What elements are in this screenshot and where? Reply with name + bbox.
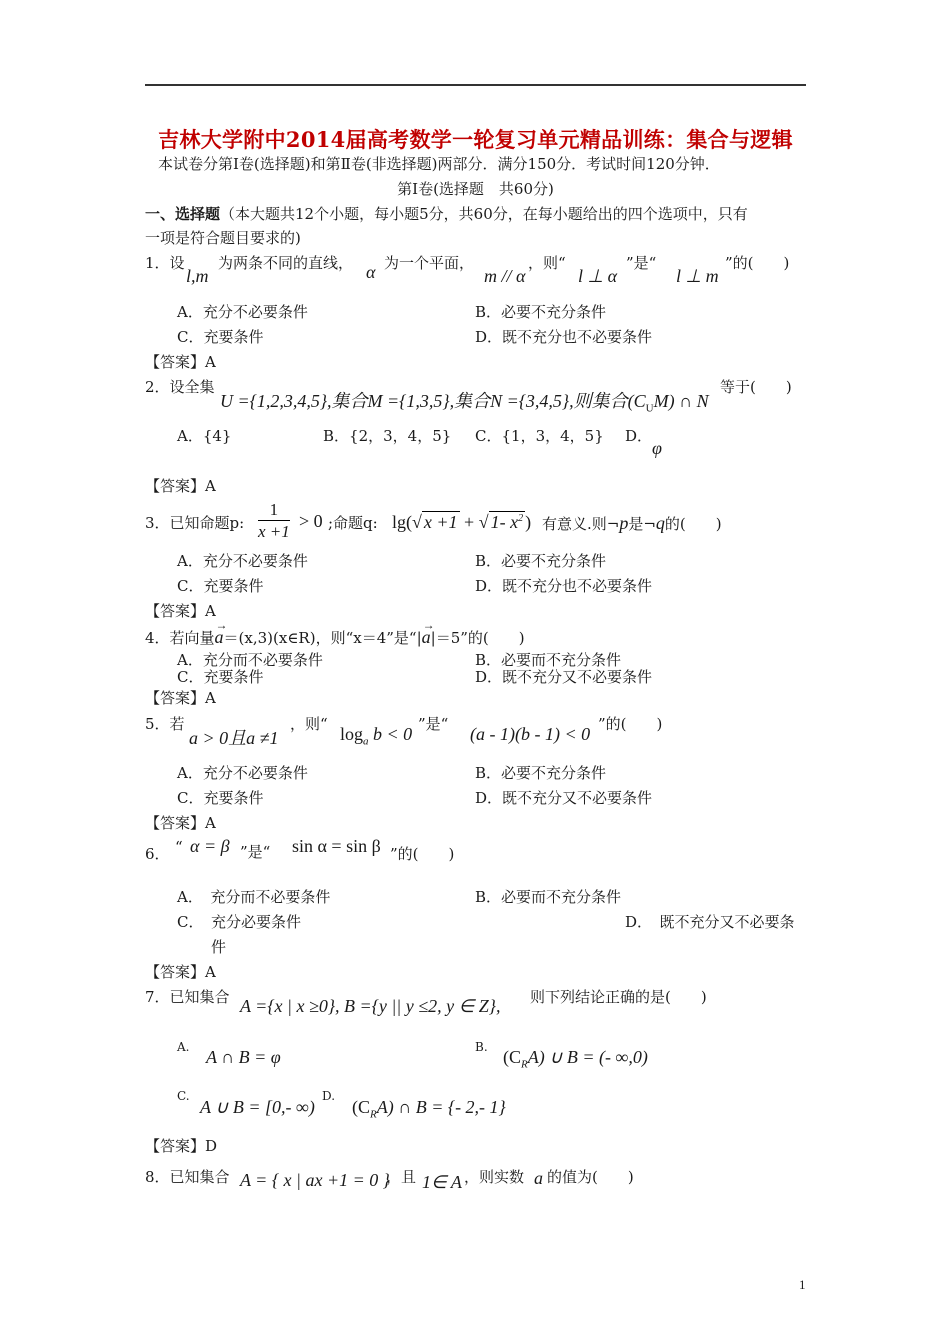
question-3: 3．已知命题p: <box>145 514 245 532</box>
q4-answer: 【答案】A <box>145 689 216 707</box>
q8-text1: ，且 <box>386 1168 417 1186</box>
q6-math-p: α = β <box>190 836 230 856</box>
q6-option-c: C． 充分必要条件 <box>177 913 301 931</box>
question-4: 4．若向量 → a＝(x,3)(x∈R)，则“x＝4”是“| → a|＝5”的( ) <box>145 618 525 647</box>
q3-text-mid: 有意义.则¬p是¬q的( ) <box>542 513 722 533</box>
q2-option-d-math: φ <box>652 438 662 458</box>
question-5: 5．若 <box>145 715 185 733</box>
q8-math2: 1∈ A <box>422 1172 462 1192</box>
q2-math: U ={1,2,3,4,5},集合M ={1,3,5},集合N ={3,4,5},则集合$(C_UM)$ ∩ N <box>220 391 709 415</box>
q5-math-p: $\log_a b < 0$ <box>340 724 413 748</box>
q6-option-a: A． 充分而不必要条件 <box>177 888 331 906</box>
q5-option-d: D．既不充分又不必要条件 <box>475 789 653 807</box>
q1-math-lm: l,m <box>186 266 209 286</box>
q3-text-q: ;命题q: <box>328 514 378 532</box>
q4-option-c: C．充要条件 <box>177 668 264 686</box>
q5-text1: ，则“ <box>290 715 328 733</box>
q7-opt-d-label: D. <box>322 1089 336 1103</box>
section-label: 一、选择题 <box>145 205 221 223</box>
q1-option-b: B．必要不充分条件 <box>475 303 607 321</box>
q6-math-q: sin α = sin β <box>292 836 381 856</box>
q2-option-d: D． <box>625 427 653 445</box>
q1-text4: ”是“ <box>626 254 657 272</box>
q6-option-b: B．必要而不充分条件 <box>475 888 622 906</box>
q7-opt-b-label: B. <box>475 1040 488 1054</box>
q6-text-end: ”的( ) <box>390 845 455 863</box>
q5-math-q: (a - 1)(b - 1) < 0 <box>470 724 591 744</box>
q1-text5: ”的( ) <box>725 254 790 272</box>
q5-text3: ”的( ) <box>598 715 663 733</box>
q1-option-c: C．充要条件 <box>177 328 264 346</box>
q1-text3: ，则“ <box>528 254 566 272</box>
q1-option-a: A．充分不必要条件 <box>177 303 308 321</box>
part-heading: 第Ⅰ卷(选择题 共60分) <box>397 180 554 198</box>
section-heading <box>145 205 748 223</box>
q7-math: A ={x | x ≥0}, B ={y || y ≤2, y ∈ Z}, <box>240 996 501 1016</box>
question-7: 7．已知集合 <box>145 988 230 1006</box>
q5-option-a: A．充分不必要条件 <box>177 764 308 782</box>
q4-option-b: B．必要而不充分条件 <box>475 651 622 669</box>
q8-text2: ，则实数 <box>464 1168 525 1186</box>
q8-math: A = { x | ax +1 = 0 } <box>240 1170 390 1190</box>
question-8: 8．已知集合 <box>145 1168 230 1186</box>
q3-option-d: D．既不充分也不必要条件 <box>475 577 653 595</box>
question-2: 2．设全集 <box>145 378 215 396</box>
q7-option-d: $(C_RA)$ ∩ B = {- 2,- 1} <box>352 1097 506 1121</box>
q2-text-end: 等于( ) <box>720 378 792 396</box>
q3-lg-expr: lg(√ x +1 + √ 1- $x^2$ ) <box>392 512 532 532</box>
section-desc-line2: 一项是符合题目要求的) <box>145 229 301 247</box>
q7-answer: 【答案】D <box>145 1137 218 1155</box>
q5-option-b: B．必要不充分条件 <box>475 764 607 782</box>
q8-text3: 的值为( ) <box>547 1168 634 1186</box>
q7-opt-a-label: A. <box>177 1040 190 1054</box>
q7-option-c: A ∪ B = [0,- ∞) <box>200 1097 315 1117</box>
q2-option-c: C．{1，3，4，5} <box>475 427 604 445</box>
q2-option-b: B．{2，3，4，5} <box>323 427 452 445</box>
q3-option-a: A．充分不必要条件 <box>177 552 308 570</box>
q7-text-end: 则下列结论正确的是( ) <box>530 988 707 1006</box>
q3-answer: 【答案】A <box>145 602 216 620</box>
q4-option-a: A．充分而不必要条件 <box>177 651 323 669</box>
q3-gt0: > 0 <box>299 511 323 531</box>
question-1: 1．设 <box>145 254 185 272</box>
q5-answer: 【答案】A <box>145 814 216 832</box>
q1-text2: 为一个平面， <box>384 254 475 272</box>
q7-option-a: A ∩ B = φ <box>206 1047 281 1067</box>
header-rule <box>145 84 806 86</box>
q3-option-c: C．充要条件 <box>177 577 264 595</box>
q3-option-b: B．必要不充分条件 <box>475 552 607 570</box>
q5-text2: ”是“ <box>418 715 449 733</box>
q1-text1: 为两条不同的直线， <box>218 254 354 272</box>
question-6: 6． <box>145 845 170 863</box>
q8-math3: a <box>534 1168 543 1188</box>
q7-option-b: $(C_RA)$ ∪ B = (- ∞,0) <box>503 1047 648 1071</box>
page-number: 1 <box>799 1277 806 1292</box>
q2-answer: 【答案】A <box>145 477 216 495</box>
q6-quote-open: “ <box>175 838 183 856</box>
q1-math-p: l ⊥ α <box>578 266 618 286</box>
q6-text-is: ”是“ <box>240 843 271 861</box>
q2-option-a: A．{4} <box>177 427 232 445</box>
document-title: 吉林大学附中2014届高考数学一轮复习单元精品训练：集合与逻辑 <box>158 127 793 152</box>
q1-option-d: D．既不充分也不必要条件 <box>475 328 653 346</box>
q7-opt-c-label: C. <box>177 1089 190 1103</box>
q4-option-d: D．既不充分又不必要条件 <box>475 668 653 686</box>
q6-answer: 【答案】A <box>145 963 216 981</box>
q1-math-cond: m // α <box>484 266 526 286</box>
q1-answer: 【答案】A <box>145 353 216 371</box>
section-desc: （本大题共12个小题，每小题5分，共60分，在每小题给出的四个选项中，只有 <box>220 205 748 223</box>
q1-math-q: l ⊥ m <box>676 266 719 286</box>
q6-option-d-wrap: 件 <box>211 938 227 956</box>
q5-math-cond: a > 0且a ≠1 <box>189 728 279 748</box>
q3-fraction: $\frac{1}{x +1}$ <box>258 500 290 541</box>
q6-option-d: D． 既不充分又不必要条 <box>625 913 795 931</box>
q1-math-alpha: α <box>366 262 376 282</box>
q5-option-c: C．充要条件 <box>177 789 264 807</box>
intro-text: 本试卷分第Ⅰ卷(选择题)和第Ⅱ卷(非选择题)两部分．满分150分．考试时间120分钟． <box>158 155 720 173</box>
